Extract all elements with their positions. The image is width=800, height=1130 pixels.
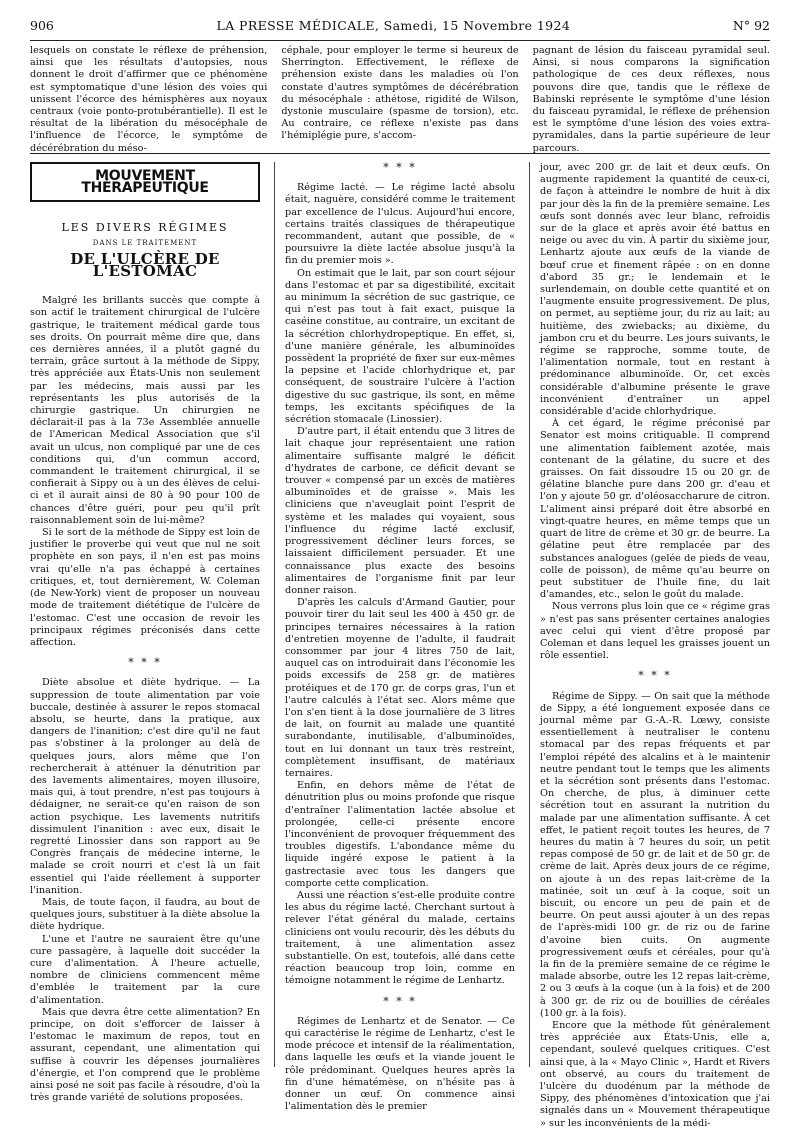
paragraph: Régime de Sippy. — On sait que la méthode de Sippy, a été longuement exposée dans ce journal même par G.-A.-R. Lœwy, consiste essentiellement à neutraliser le contenu stomacal par des repas fréquents et par l'emploi répété des alcalins et à le maintenir neutre pendant tout le temps que les aliments et la sécrétion sont présents dans l'estomac. On cherche, de plus, à diminuer cette sécrétion tout en assurant la nutrition du malade par une alimentation suffisante. À cet effet, le patient reçoit toutes les heures, de 7 heures du matin à 7 heures du soir, un petit repas composé de 50 gr. de lait et de 50 gr. de crème de lait. Après deux jours de ce régime, on ajoute à un des repas lait-crème de la matinée, soit un œuf à la coque, soit un biscuit, ou encore un peu de pain et de beurre. On peut aussi ajouter à un des repas de l'après-midi 100 gr. de riz ou de farine d'avoine bien cuits. On augmente progressivement œufs et céréales, pour qu'à la fin de la première semaine de ce régime le malade absorbe, outre les 12 repas lait-crème, 2 ou 3 œufs à la coque (un à la fois) et de 200 à 300 gr. de riz ou de bouillies de céréales (100 gr. à la fois). <box>540 690 770 1019</box>
paragraph: Aussi une réaction s'est-elle produite contre les abus du régime lacté. Cherchant surtout à relever l'état général du malade, certains cliniciens ont voulu recourir, dès les débuts du traitement, à une alimentation assez substantielle. On est, toutefois, allé dans cette réaction beaucoup trop loin, comme en témoigne notamment le régime de Lenhartz. <box>285 889 515 987</box>
kicker-small: DANS LE TRAITEMENT <box>92 238 198 247</box>
continued-article <box>30 41 770 154</box>
paragraph: pagnant de lésion du faisceau pyramidal seul. Ainsi, si nous comparons la signification pathologique de ces deux réflexes, nous pouvons dire que, tandis que le réflexe de Babinski représente le symptôme d'une lésion du faisceau pyramidal, le réflexe de préhension est le symptôme d'une lésion des voies extra-pyramidales, dans la partie supérieure de leur parcours. <box>532 45 770 154</box>
paragraph: On estimait que le lait, par son court séjour dans l'estomac et par sa digestibilité, excitait au minimum la sécrétion de suc gastrique, ce qui n'est pas tout à fait exact, puisque la caséine constitue, au contraire, un excitant de la sécrétion chlorhydropeptique. En effet, si, d'une manière générale, les albuminoïdes possèdent la propriété de fixer sur eux-mêmes la pepsine et l'acide chlorhydrique et, par conséquent, de soustraire l'ulcère à l'action digestive du suc gastrique, ils sont, en même temps, les excitants spécifiques de la sécrétion stomacale (Linossier). <box>285 267 515 426</box>
section-separator: * * * <box>383 994 417 1008</box>
running-header <box>30 18 770 41</box>
paragraph: Malgré les brillants succès que compte à son actif le traitement chirurgical de l'ulcère gastrique, le traitement médical garde tous ses droits. On pourrait même dire que, dans ces dernières années, il a plutôt gagné du terrain, grâce surtout à la méthode de Sippy, très appréciée aux États-Unis non seulement par les médecins, mais aussi par les représentants les plus autorisés de la chirurgie gastrique. Un chirurgien ne déclarait-il pas à la 73e Assemblée annuelle de l'American Medical Association que s'il avait un ulcus, non compliqué par une de ces conditions qui, d'un commun accord, commandent le traitement chirurgical, il se confierait à Sippy ou à un des élèves de celui-ci et il aurait ainsi de 80 à 90 pour 100 de chances d'être guéri, pour peu qu'il prît raisonnablement soin de lui-même? <box>30 295 260 526</box>
newspaper-page <box>30 18 770 1129</box>
paragraph: Enfin, en dehors même de l'état de dénutrition plus ou moins profonde que risque d'entraîner l'alimentation lactée absolue et prolongée, celle-ci présente encore l'inconvénient de provoquer fréquemment des troubles digestifs. L'abondance même du liquide ingéré expose le patient à la gastrectasie avec tous les dangers que comporte cette complication. <box>285 780 515 889</box>
section-separator: * * * <box>383 161 417 174</box>
paragraph: D'autre part, il était entendu que 3 litres de lait chaque jour représentaient une ration alimentaire suffisante malgré le déficit d'hydrates de carbone, ce déficit devant se trouver « compensé par un excès de matières albuminoïdes et de graisse ». Mais les cliniciens que n'aveuglait point l'esprit de système et les malades qui voyaient, sous l'influence du régime lacté exclusif, progressivement décliner leurs forces, se laissaient difficilement persuader. Et une connaissance plus exacte des besoins alimentaires de l'organisme finit par leur donner raison. <box>285 426 515 596</box>
section-separator: * * * <box>128 656 162 670</box>
paragraph: Encore que la méthode fût généralement très appréciée aux États-Unis, elle a, cependant, soulevé quelques critiques. C'est ainsi que, à la « Mayo Clinic », Hardt et Rivers ont observé, au cours du traitement de l'ulcère du duodénum par la méthode de Sippy, des phénomènes d'intoxication que j'ai signalés dans un « Mouvement thérapeutique » sur les inconvénients de la médi- <box>540 1020 770 1129</box>
paragraph: lesquels on constate le réflexe de préhension, ainsi que les résultats d'autopsies, nous donnent le droit d'affirmer que ce phénomène est symptomatique d'une lésion des voies qui unissent l'écorce des hémisphères aux noyaux centraux (voie ponto-protubérantielle). Il est le résultat de la libération du mésocéphale de l'influence de l'écorce, le symptôme de décérébration du méso- <box>30 45 268 154</box>
headline: DE L'ULCÈRE DE L'ESTOMAC <box>70 249 220 281</box>
column-1 <box>30 162 260 1104</box>
issue-number: N° 92 <box>732 18 770 33</box>
paragraph: Si le sort de la méthode de Sippy est loin de justifier le proverbe qui veut que nul ne soit prophète en son pays, il n'en est pas moins vrai qu'elle n'a pas échappé à certaines critiques, et, tout dernièrement, W. Coleman (de New-York) vient de proposer un nouveau mode de traitement diététique de l'ulcère de l'estomac. C'est une occasion de revoir les principaux régimes préconisés dans cette affection. <box>30 527 260 648</box>
section-separator: * * * <box>638 669 672 683</box>
column-3 <box>529 162 770 1129</box>
paragraph: jour, avec 200 gr. de lait et deux œufs. On augmente rapidement la quantité de ceux-ci, de façon à atteindre le nombre de huit à dix par jour dès la fin de la première semaine. Les œufs sont donnés avec leur blanc, refroidis sur de la glace et après avoir été battus en neige ou avec du vin. À partir du sixième jour, Lenhartz ajoute aux œufs de la viande de bœuf crue et finement râpée : on en donne d'abord 35 gr.; le lendemain et le surlendemain, on double cette quantité et on l'augmente ensuite progressivement. De plus, on permet, au septième jour, du riz au lait; au huitième, des zwiebacks; au dixième, du jambon cru et du beurre. Les jours suivants, le régime se rapproche, somme toute, de l'alimentation normale, tout en restant à prédominance albuminoïde. Or, cet excès considérable d'albumine présente le grave inconvénient d'entraîner un appel considérable d'acide chlorhydrique. <box>540 162 770 418</box>
paragraph: Mais que devra être cette alimentation? En principe, on doit s'efforcer de laisser à l'estomac le maximum de repos, tout en assurant, cependant, une alimentation qui suffise à couvrir les dépenses journalières d'énergie, et l'on comprend que le problème ainsi posé ne soit pas facile à résoudre, d'où la très grande variété de solutions proposées. <box>30 1006 260 1104</box>
paragraph: Régime lacté. — Le régime lacté absolu était, naguère, considéré comme le traitement par excellence de l'ulcus. Aujourd'hui encore, certains traités classiques de thérapeutique recommandent, autant que possible, de « poursuivre la diète lactée absolue jusqu'à la fin du premier mois ». <box>285 182 515 267</box>
main-article <box>30 154 770 1129</box>
paragraph: L'une et l'autre ne sauraient être qu'une cure passagère, à laquelle doit succéder la cure d'alimentation. À l'heure actuelle, nombre de cliniciens commencent même d'emblée le traitement par la cure d'alimentation. <box>30 933 260 1006</box>
paragraph: D'après les calculs d'Armand Gautier, pour pouvoir tirer du lait seul les 400 à 450 gr. de principes ternaires nécessaires à la ration d'entretien moyenne de l'adulte, il faudrait consommer par jour 4 litres 750 de lait, auquel cas on introduirait dans l'économie les poids excessifs de 258 gr. de matières protéiques et de 170 gr. de corps gras, l'un et l'autre calculés à l'état sec. Alors même que l'on s'en tient à la dose journalière de 3 litres de lait, on fournit au malade une quantité surabondante, inutilisable, d'albuminoïdes, tout en lui donnant un taux très restreint, complètement insuffisant, de matériaux ternaires. <box>285 597 515 779</box>
publication-title: LA PRESSE MÉDICALE, Samedi, 15 Novembre 1924 <box>216 18 571 33</box>
paragraph: À cet égard, le régime préconisé par Senator est moins critiquable. Il comprend une alimentation faiblement azotée, mais contenant de la gélatine, du sucre et des graisses. On fait dissoudre 15 ou 20 gr. de gélatine blanche pure dans 200 gr. d'eau et l'on y ajoute 50 gr. d'oléosaccharure de citron. L'aliment ainsi préparé doit être absorbé en vingt-quatre heures, en même temps que un quart de litre de crème et 30 gr. de beurre. La gélatine peut être remplacée par des substances analogues (gelée de pieds de veau, colle de poisson), de même qu'au beurre on peut substituer de l'huile fine, du lait d'amandes, etc., selon le goût du malade. <box>540 418 770 601</box>
kicker: LES DIVERS RÉGIMES <box>61 221 229 235</box>
paragraph: Diète absolue et diète hydrique. — La suppression de toute alimentation par voie buccale, destinée à assurer le repos stomacal absolu, se heurte, dans la pratique, aux dangers de l'inanition; c'est dire qu'il ne faut pas s'obstiner à la prolonger au delà de quelques jours, alors même que l'on rechercherait à atténuer la dénutrition par des lavements alimentaires, moyen illusoire, mais qui, à tout prendre, n'est pas toujours à dédaigner, ne serait-ce qu'en raison de son action psychique. Les lavements nutritifs dissimulent l'inanition : avec eux, disait le regretté Linossier dans son rapport au 9e Congrès français de médecine interne, le malade se croit nourri et c'est là un fait essentiel qui l'aide réellement à supporter l'inanition. <box>30 677 260 896</box>
paragraph: Régimes de Lenhartz et de Senator. — Ce qui caractérise le régime de Lenhartz, c'est le mode précoce et intensif de la réalimentation, dans laquelle les œufs et la viande jouent le rôle prédominant. Quelques heures après la fin d'une hématémèse, on n'hésite pas à donner un œuf. On commence ainsi l'alimentation dès le premier <box>285 1015 515 1113</box>
paragraph: Mais, de toute façon, il faudra, au bout de quelques jours, substituer à la diète absolue la diète hydrique. <box>30 896 260 933</box>
page-number: 906 <box>30 18 54 33</box>
paragraph: céphale, pour employer le terme si heureux de Sherrington. Effectivement, le réflexe de préhension existe dans les maladies où l'on constate d'autres symptômes de décérébration du mésocéphale : athétose, rigidité de Wilson, dystonie musculaire (spasme de torsion), etc. Au contraire, ce réflexe n'existe pas dans l'hémiplégie pure, s'accom- <box>281 45 519 142</box>
column-2 <box>274 161 515 1113</box>
paragraph: Nous verrons plus loin que ce « régime gras » n'est pas sans présenter certaines analogies avec celui qui vient d'être proposé par Coleman et dans lequel les graisses jouent un rôle essentiel. <box>540 601 770 662</box>
section-rubric: MOUVEMENT THÉRAPEUTIQUE <box>30 162 260 202</box>
